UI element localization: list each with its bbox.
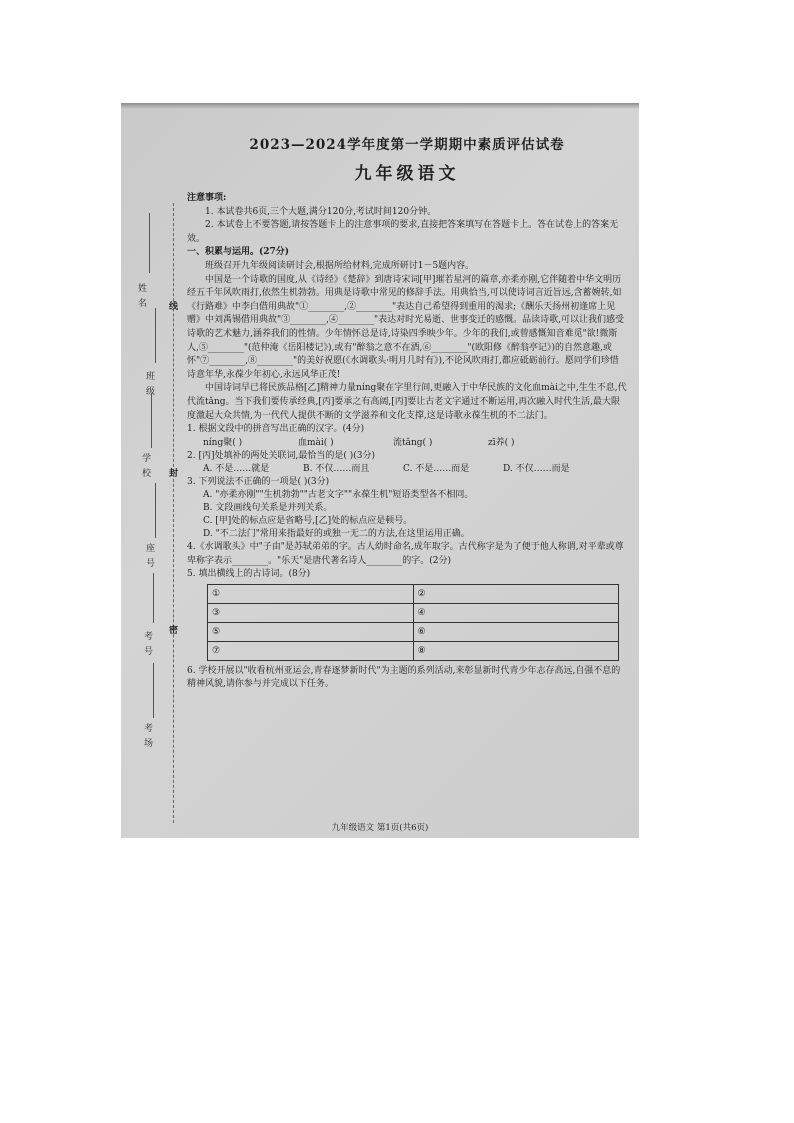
question-6: 6. 学校开展以"收看杭州亚运会,青春逐梦新时代"为主题的系列活动,来彰显新时代青少年志存高远,自强不息的精神风貌,请你参与并完成以下任务。 (187, 665, 621, 689)
question-4: 4.《水调歌头》中"子由"是苏轼弟弟的字。古人幼时命名,成年取字。古代称字是为了便于他人称谓,对平辈或尊卑称字表示________。"乐天"是唐代著名诗人________的字。(2分) (187, 542, 624, 566)
passage-paragraph-2: 中国诗词早已将民族品格[乙]精神力量níng聚在字里行间,更融入于中华民族的文化血mài之中,生生不息,代代流tǎng。当下我们要传承经典,[丙]要承之有高阔,[丙]要让古老文字通过不断运用,再次融入时代生活,最大限度激起大众共情,为一代代人提供不断的文学滋养和文化支撑,这是诗歌永葆生机的不二法门。 (187, 383, 627, 421)
name-label: 姓名 (136, 283, 146, 313)
question-3-stem: 3. 下列说法不正确的一项是( )(3分) (187, 476, 330, 487)
answer-cell: ⑥ (413, 622, 619, 641)
seat-label: 座号 (144, 543, 154, 573)
exam-room-label: 考场 (142, 723, 152, 753)
pinyin-item: 血mài( ) (298, 437, 334, 448)
answer-cell: ③ (208, 603, 414, 622)
page-footer: 九年级语文 第1页(共6页) (331, 823, 429, 833)
question-3-option-c: C. [甲]处的标点应是省略号,[乙]处的标点应是顿号。 (203, 516, 413, 527)
pinyin-item: zī养( ) (488, 437, 515, 448)
question-3-option-b: B. 文段画线句关系是并列关系。 (203, 503, 333, 514)
school-write-line (151, 393, 152, 448)
question-1-items (187, 437, 627, 450)
exam-title: 2023—2024学年度第一学期期中素质评估试卷 (249, 137, 565, 153)
exam-number-label: 考号 (142, 631, 152, 661)
seal-xian: 线 (169, 302, 179, 312)
exam-paper-photo (121, 103, 639, 838)
paper-content (187, 133, 627, 691)
question-3-option-a: A. "亦柔亦刚""生机勃勃""古老文字""永葆生机"短语类型各不相同。 (203, 490, 474, 501)
seat-write-line (155, 483, 156, 538)
question-2-options (187, 463, 627, 476)
question-1-stem: 1. 根据文段中的拼音写出正确的汉字。(4分) (187, 424, 365, 435)
section-heading: 一、积累与运用。(27分) (187, 247, 290, 258)
exam-number-write-line (153, 573, 154, 623)
answer-cell: ① (208, 584, 414, 603)
school-label: 学校 (140, 453, 150, 483)
notice-heading: 注意事项: (187, 193, 227, 203)
notice-item-2: 2. 本试卷上不要答题,请按答题卡上的注意事项的要求,直接把答案填写在答题卡上。答在试卷上的答案无效。 (187, 220, 619, 244)
answer-cell: ⑧ (413, 641, 619, 660)
question-2-stem: 2. [丙]处填补的两处关联词,最恰当的是( )(3分) (187, 450, 375, 461)
answer-cell: ⑦ (208, 641, 414, 660)
answer-cell: ② (413, 584, 619, 603)
answer-cell: ⑤ (208, 622, 414, 641)
option: A. 不是……就是 (203, 463, 270, 474)
pinyin-item: níng聚( ) (203, 437, 243, 448)
option: D. 不仅……而是 (503, 463, 570, 474)
question-3-option-d: D. "不二法门"常用来指最好的或独一无二的方法,在这里运用正确。 (203, 529, 470, 540)
seal-mi: 密 (169, 626, 179, 636)
binding-margin (121, 103, 183, 838)
poetry-answer-table (207, 584, 619, 661)
section-intro: 班级召开九年级阅读研讨会,根据所给材料,完成所研讨1－5题内容。 (205, 260, 475, 271)
answer-cell: ④ (413, 603, 619, 622)
question-5-stem: 5. 填出横线上的古诗词。(8分) (187, 569, 311, 580)
paper-top-shadow (121, 103, 639, 109)
name-write-line (149, 213, 150, 273)
subject-title: 九年级语文 (354, 164, 460, 184)
option: C. 不是……而是 (403, 463, 470, 474)
passage-paragraph-1: 中国是一个诗歌的国度,从《诗经》《楚辞》到唐诗宋词[甲]璀若星河的篇章,亦柔亦刚,它伴随着中华文明历经五千年风吹雨打,依然生机勃勃。用典是诗歌中常见的修辞手法。用典恰当,可以使诗词言近旨远,含蓄婉转,如《行路难》中李白借用典故"①________,②________"表达自己希望得到重用的渴求;《酬乐天扬州初逢席上见赠》中刘禹锡借用典故"③________,④________"表达对时光易逝、世事变迁的感慨。品读诗歌,可以让我们感受诗歌的艺术魅力,涵养我们的性情。少年情怀总是诗,诗染四季映少年。少年的我们,或曾感慨知音难觅"欲!微斯人,⑤________"(范仲淹《岳阳楼记》),或有"醉翁之意不在酒,⑥________"(欧阳修《醉翁亭记》)的自然意趣,或怀"⑦________,⑧________"的美好祝愿(《水调歌头·明月几时有》),不论风吹雨打,都应砥砺前行。愿同学们珍惜诗意年华,永葆少年初心,永远风华正茂! (187, 274, 625, 380)
seal-dashed-line (173, 203, 174, 823)
class-write-line (155, 308, 156, 363)
option: B. 不仅……而且 (303, 463, 370, 474)
exam-room-write-line (153, 663, 154, 718)
seal-feng: 封 (169, 469, 179, 479)
pinyin-item: 流tǎng( ) (393, 437, 433, 448)
class-label: 班级 (144, 371, 154, 401)
notice-item-1: 1. 本试卷共6页,三个大题,满分120分,考试时间120分钟。 (205, 206, 437, 217)
